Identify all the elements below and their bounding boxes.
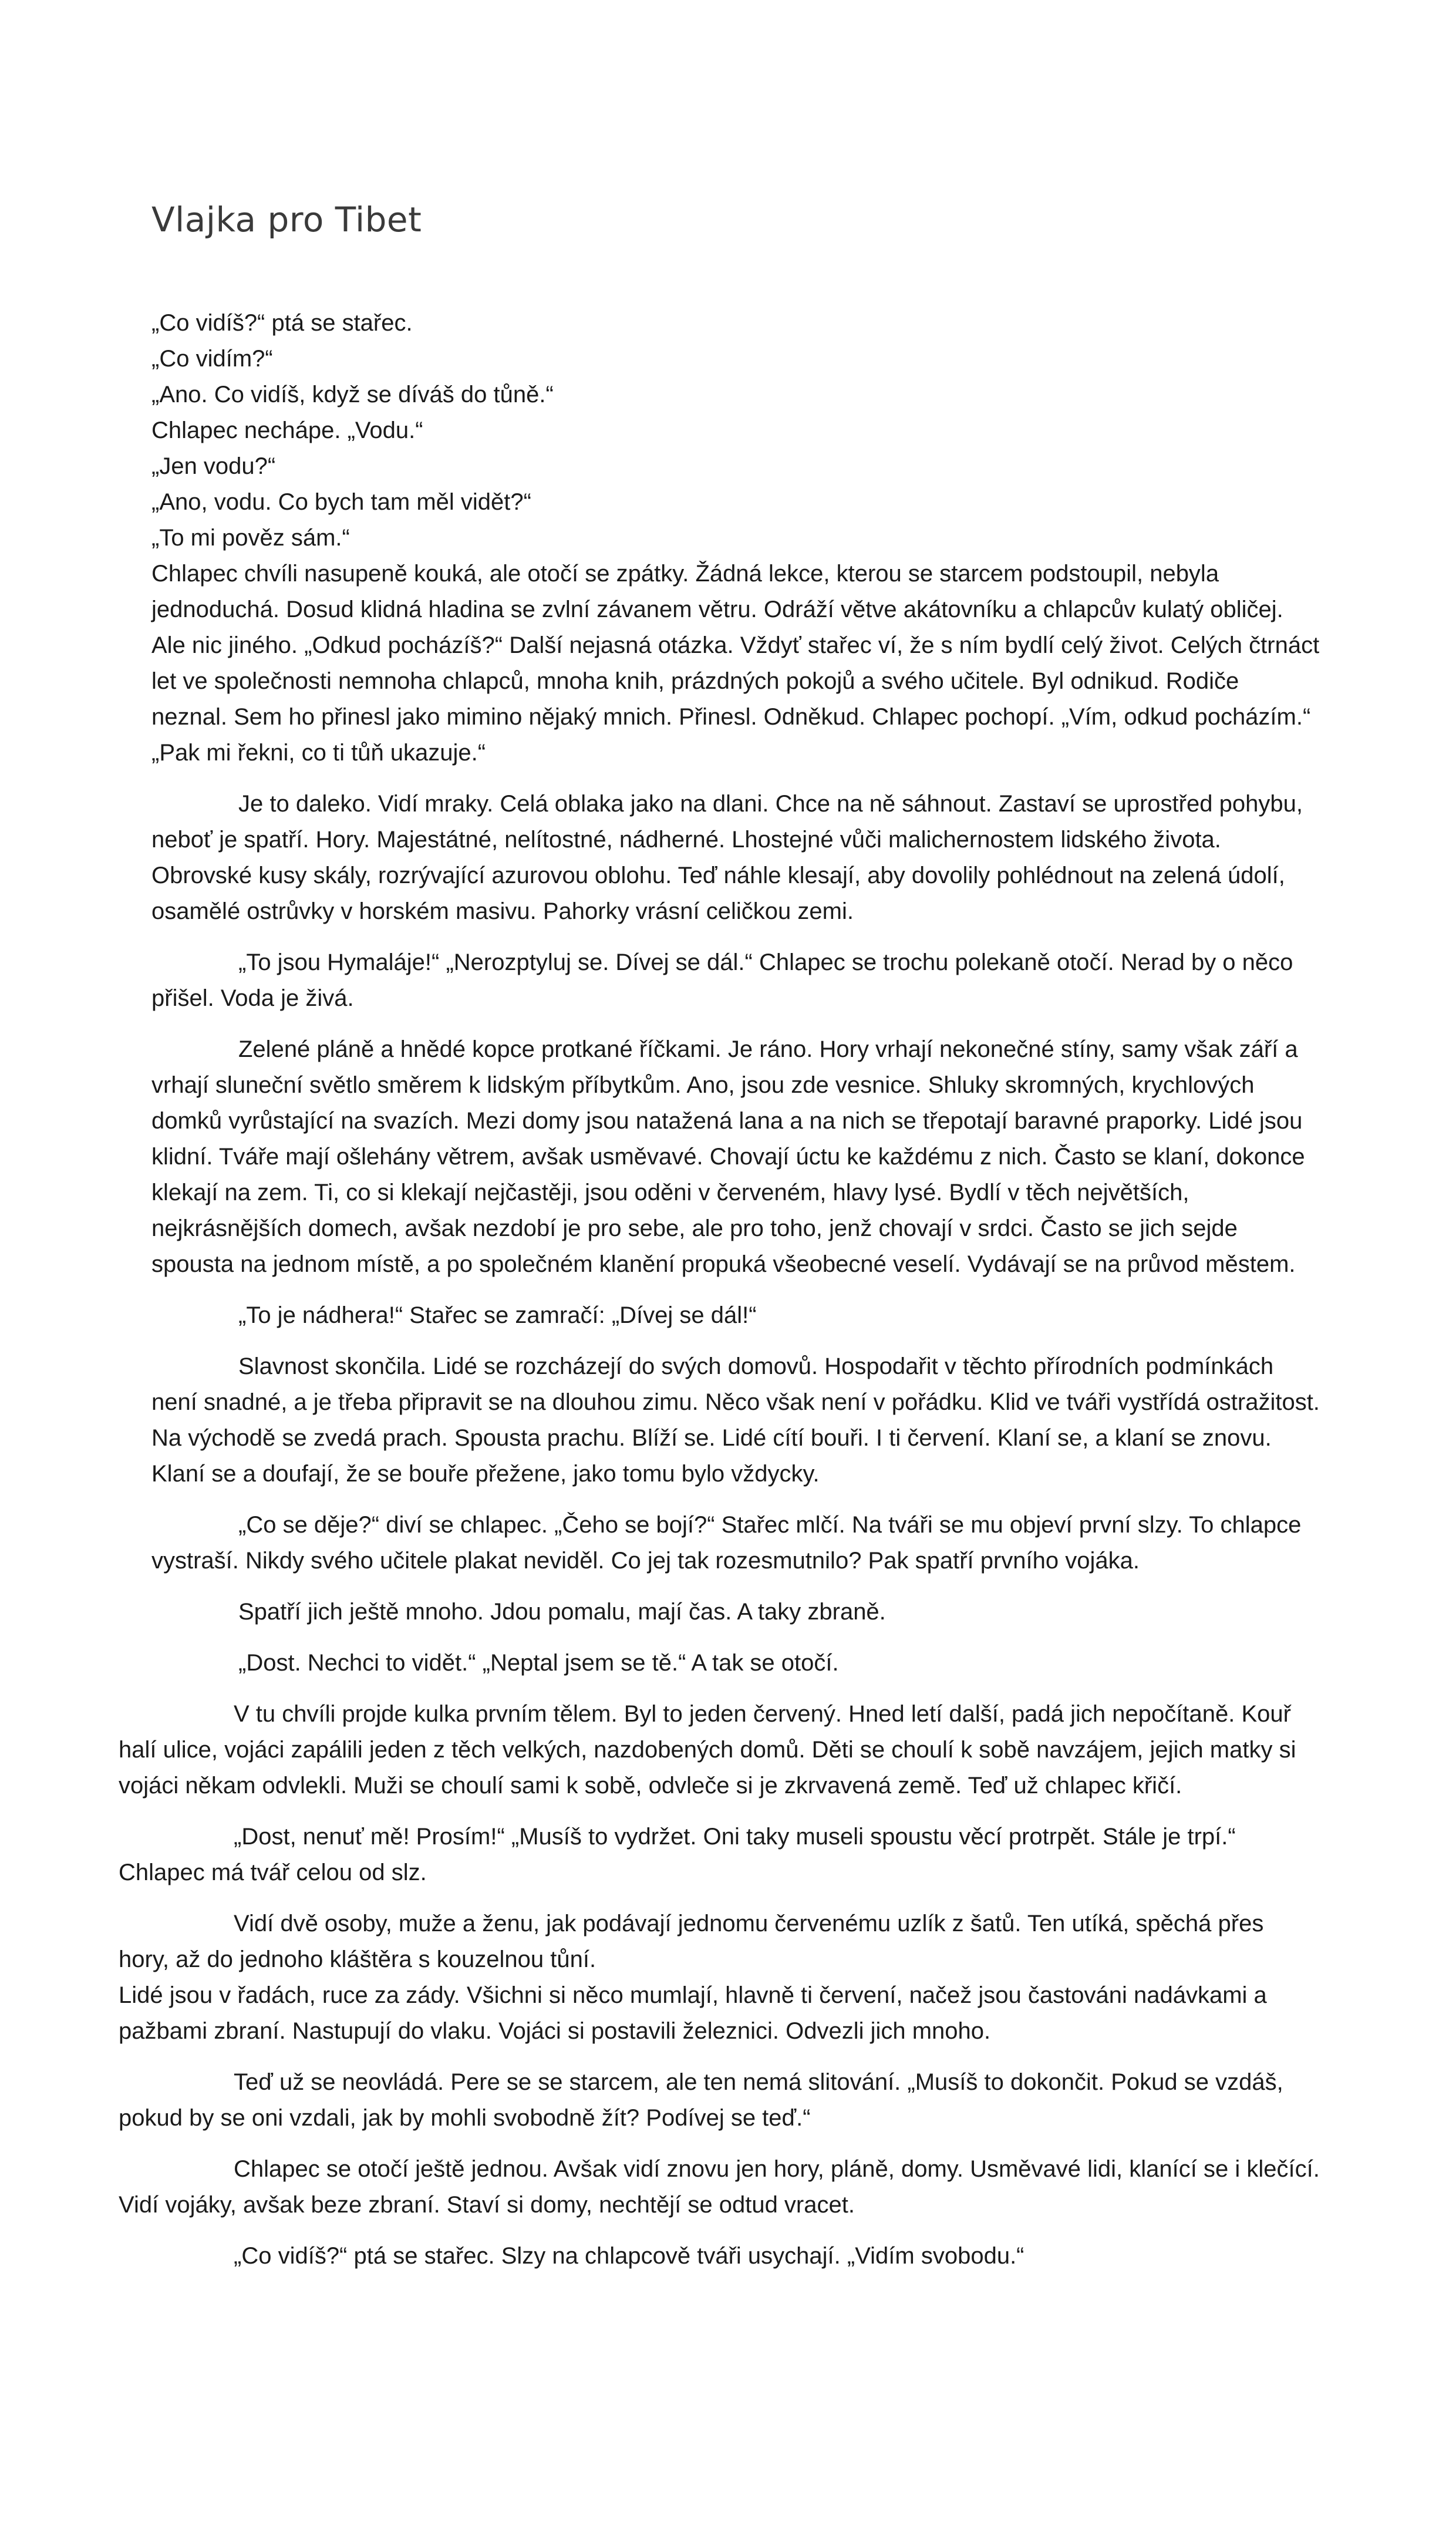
paragraph: Lidé jsou v řadách, ruce za zády. Všichni si něco mumlají, hlavně ti červení, načež jsou častováni nadávkami a pažbami zbraní. Nastupují do vlaku. Vojáci si postavili železnici. Odvezli jich mnoho. [119,1982,1267,2044]
dialogue-line: „Co vidím?“ [151,346,273,372]
paragraph: „Co se děje?“ diví se chlapec. „Čeho se bojí?“ Stařec mlčí. Na tváři se mu objeví první slzy. To chlapce vystraší. Nikdy svého učitele plakat neviděl. Co jej tak rozesmutnilo? Pak spatří prvního vojáka. [151,1512,1302,1574]
paragraph: Zelené pláně a hnědé kopce protkané říčkami. Je ráno. Hory vrhají nekonečné stíny, samy však září a vrhají sluneční světlo směrem k lidským příbytkům. Ano, jsou zde vesnice. Shluky skromných, krychlových domků vyrůstající na svazích. Mezi domy jsou natažená lana a na nich se třepotají baravné praporky. Lidé jsou klidní. Tváře mají ošlehány větrem, avšak usměvavé. Chovají úctu ke každému z nich. Často se klaní, dokonce klekají na zem. Ti, co si klekají nejčastěji, jsou oděni v červeném, hlavy lysé. Bydlí v těch největších, nejkrásnějších domech, avšak nezdobí je pro sebe, ale pro toho, jenž chovají v srdci. Často se jich sejde spousta na jednom místě, a po společném klanění propuká všeobecné veselí. Vydávají se na průvod městem. [151,1036,1305,1277]
paragraph: „Co vidíš?“ ptá se stařec. Slzy na chlapcově tváři usychají. „Vidím svobodu.“ [234,2243,1024,2269]
document-title: Vlajka pro Tibet [151,200,422,240]
story-body [119,305,1320,2274]
dialogue-line: „Co vidíš?“ ptá se stařec. [151,310,413,336]
dialogue-line: „Ano. Co vidíš, když se díváš do tůně.“ [151,382,554,408]
paragraph: „To jsou Hymaláje!“ „Nerozptyluj se. Dívej se dál.“ Chlapec se trochu polekaně otočí. Nerad by o něco přišel. Voda je živá. [151,949,1293,1011]
dialogue-line: „Jen vodu?“ [151,453,276,479]
paragraph: „To je nádhera!“ Stařec se zamračí: „Dívej se dál!“ [238,1302,757,1328]
paragraph: Teď už se neovládá. Pere se se starcem, ale ten nemá slitování. „Musíš to dokončit. Pokud se vzdáš, pokud by se oni vzdali, jak by mohli svobodně žít? Podívej se teď.“ [119,2069,1283,2131]
paragraph: „Dost. Nechci to vidět.“ „Neptal jsem se tě.“ A tak se otočí. [238,1650,839,1676]
paragraph: Je to daleko. Vidí mraky. Celá oblaka jako na dlani. Chce na ně sáhnout. Zastaví se uprostřed pohybu, neboť je spatří. Hory. Majestátné, nelítostné, nádherné. Lhostejné vůči malichernostem lidského života. Obrovské kusy skály, rozrývající azurovou oblohu. Teď náhle klesají, aby dovolily pohlédnout na zelená údolí, osamělé ostrůvky v horském masivu. Pahorky vrásní celičkou zemi. [151,791,1303,924]
paragraph: Spatří jich ještě mnoho. Jdou pomalu, mají čas. A taky zbraně. [238,1599,886,1625]
dialogue-line: Chlapec nechápe. „Vodu.“ [151,417,423,443]
dialogue-line: „To mi pověz sám.“ [151,525,350,551]
paragraph: „Dost, nenuť mě! Prosím!“ „Musíš to vydržet. Oni taky museli spoustu věcí protrpět. Stále je trpí.“ Chlapec má tvář celou od slz. [119,1824,1236,1885]
paragraph: Vidí dvě osoby, muže a ženu, jak podávají jednomu červenému uzlík z šatů. Ten utíká, spěchá přes hory, až do jednoho kláštěra s kouzelnou tůní. [119,1911,1264,1972]
paragraph: V tu chvíli projde kulka prvním tělem. Byl to jeden červený. Hned letí další, padá jich nepočítaně. Kouř halí ulice, vojáci zapálili jeden z těch velkých, nazdobených domů. Děti se choulí k sobě navzájem, jejich matky si vojáci někam odvlekli. Muži se choulí sami k sobě, odvleče si je zkrvavená země. Teď už chlapec křičí. [119,1701,1296,1799]
dialogue-line: „Ano, vodu. Co bych tam měl vidět?“ [151,489,531,515]
paragraph: Chlapec se otočí ještě jednou. Avšak vidí znovu jen hory, pláně, domy. Usměvavé lidi, klanící se i klečící. Vidí vojáky, avšak beze zbraní. Staví si domy, nechtějí se odtud vracet. [119,2156,1320,2218]
paragraph: Slavnost skončila. Lidé se rozcházejí do svých domovů. Hospodařit v těchto přírodních podmínkách není snadné, a je třeba připravit se na dlouhou zimu. Něco však není v pořádku. Klid ve tváři vystřídá ostražitost. Na východě se zvedá prach. Spousta prachu. Blíží se. Lidé cítí bouři. I ti červení. Klaní se, a klaní se znovu. Klaní se a doufají, že se bouře přežene, jako tomu bylo vždycky. [151,1353,1320,1487]
paragraph: Chlapec chvíli nasupeně kouká, ale otočí se zpátky. Žádná lekce, kterou se starcem podstoupil, nebyla jednoduchá. Dosud klidná hladina se zvlní závanem větru. Odráží větve akátovníku a chlapcův kulatý obličej. Ale nic jiného. „Odkud pocházíš?“ Další nejasná otázka. Vždyť stařec ví, že s ním bydlí celý život. Celých čtrnáct let ve společnosti nemnoha chlapců, mnoha knih, prázdných pokojů a svého učitele. Byl odnikud. Rodiče neznal. Sem ho přinesl jako mimino nějaký mnich. Přinesl. Odněkud. Chlapec pochopí. „Vím, odkud pocházím.“ „Pak mi řekni, co ti tůň ukazuje.“ [151,561,1320,766]
